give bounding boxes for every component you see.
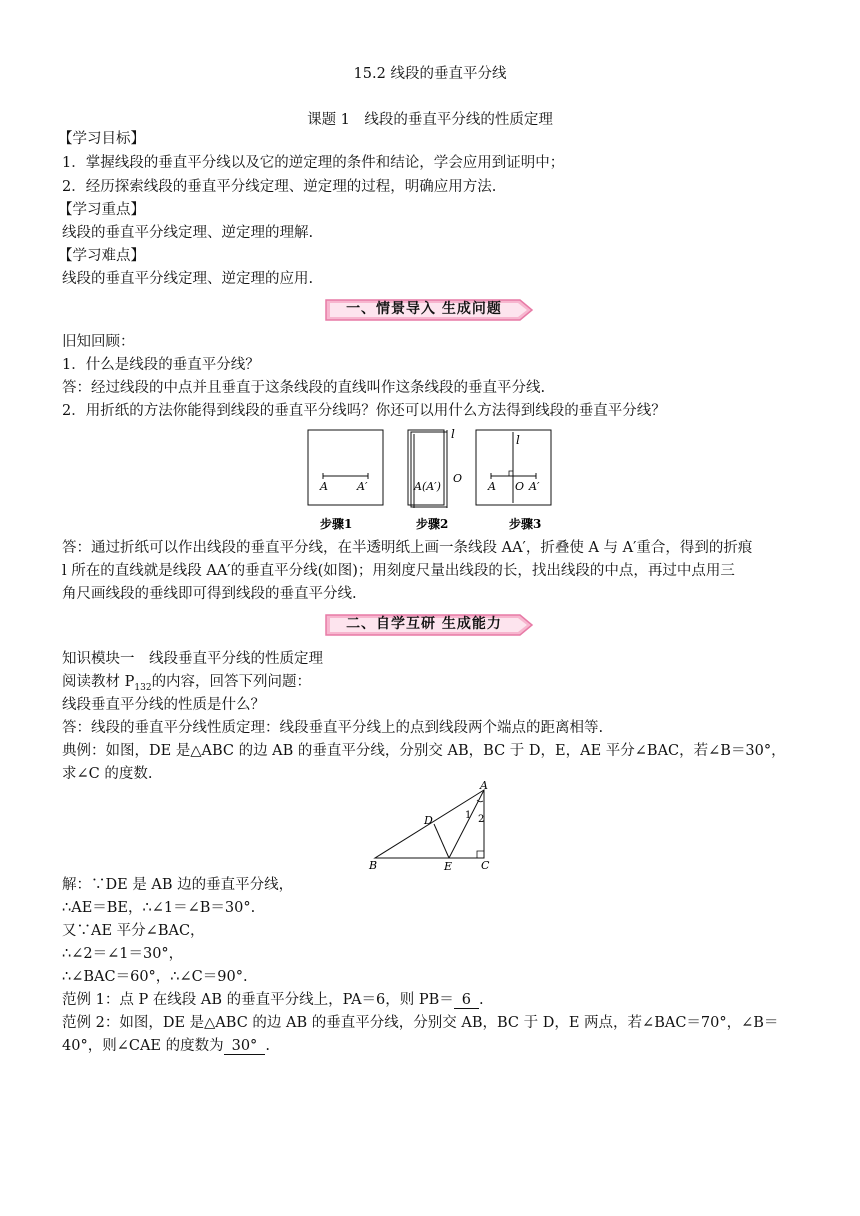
solution-line-5: ∴∠BAC＝60°，∴∠C＝90°. <box>62 969 248 985</box>
focus-text: 线段的垂直平分线定理、逆定理的理解. <box>62 225 314 241</box>
solution-line-1: 解：∵DE 是 AB 边的垂直平分线， <box>62 877 294 893</box>
label-Aprime-step3: A′ <box>529 480 540 493</box>
step-3-label: 步骤3 <box>509 517 542 531</box>
triangle-figure <box>364 780 504 874</box>
label-O-step2: O <box>453 472 463 485</box>
goal-1: 1．掌握线段的垂直平分线以及它的逆定理的条件和结论，学会应用到证明中； <box>62 155 565 171</box>
step-1-label: 步骤1 <box>320 517 353 531</box>
answer-1: 答：经过线段的中点并且垂直于这条线段的直线叫作这条线段的垂直平分线. <box>62 380 546 396</box>
answer-3: 答：线段的垂直平分线性质定理：线段垂直平分线上的点到线段两个端点的距离相等. <box>62 720 604 736</box>
banner-2-text: 二、自学互研 生成能力 <box>346 616 502 632</box>
review-header: 旧知回顾： <box>62 334 135 350</box>
label-O-step3: O <box>515 480 525 493</box>
answer-2-line-2: l 所在的直线就是线段 AA′的垂直平分线(如图)；用刻度尺量出线段的长，找出线段的中点，再过中点用三 <box>62 563 735 579</box>
knowledge-module-1: 知识模块一 线段垂直平分线的性质定理 <box>62 651 323 667</box>
answer-2-line-1: 答：通过折纸可以作出线段的垂直平分线，在半透明纸上画一条线段 AA′，折叠使 A 与 A′重合，得到的折痕 <box>62 540 753 556</box>
focus-header: 【学习重点】 <box>58 202 145 218</box>
solution-line-2: ∴AE＝BE，∴∠1＝∠B＝30°. <box>62 900 256 916</box>
fan-example-1: 范例 1：点 P 在线段 AB 的垂直平分线上，PA＝6，则 PB＝ 6 . <box>62 992 484 1008</box>
lesson-subtitle: 课题 1 线段的垂直平分线的性质定理 <box>307 112 553 128</box>
angle-1-label: 1 <box>465 810 472 821</box>
question-1: 1．什么是线段的垂直平分线？ <box>62 357 260 373</box>
goal-2: 2．经历探索线段的垂直平分线定理、逆定理的过程，明确应用方法. <box>62 179 497 195</box>
folding-steps-figure <box>300 424 560 536</box>
goals-header: 【学习目标】 <box>58 131 145 147</box>
reading-instruction: 阅读教材 $P_{132}$的内容，回答下列问题： <box>62 674 312 693</box>
question-3: 线段垂直平分线的性质是什么？ <box>62 697 265 713</box>
label-C: C <box>481 859 490 872</box>
answer-2-line-3: 角尺画线段的垂线即可得到线段的垂直平分线. <box>62 586 357 602</box>
section-banner-1 <box>324 298 536 320</box>
section-banner-2 <box>324 613 536 635</box>
solution-line-4: ∴∠2＝∠1＝30°， <box>62 946 184 962</box>
fan-example-2-line-1: 范例 2：如图，DE 是△ABC 的边 AB 的垂直平分线，分别交 AB，BC 于 D，E 两点，若∠BAC＝70°，∠B＝ <box>62 1015 779 1031</box>
angle-2-label: 2 <box>478 814 485 825</box>
label-A-step1: A <box>320 480 328 493</box>
label-E: E <box>444 860 453 873</box>
label-AAprime-step2: A(A′) <box>414 480 441 493</box>
step-2-label: 步骤2 <box>416 517 449 531</box>
question-2: 2．用折纸的方法你能得到线段的垂直平分线吗？你还可以用什么方法得到线段的垂直平分线？ <box>62 403 666 419</box>
fan-example-2-line-2: 40°，则∠CAE 的度数为 30° . <box>62 1038 270 1054</box>
label-B: B <box>369 859 378 872</box>
fan-example-2-answer: 30° <box>224 1038 266 1055</box>
label-D: D <box>424 814 433 827</box>
label-l-step3: l <box>516 433 520 447</box>
difficulty-text: 线段的垂直平分线定理、逆定理的应用. <box>62 271 314 287</box>
label-Aprime-step1: A′ <box>357 480 368 493</box>
label-l-step2: l <box>451 427 455 441</box>
example-line-2: 求∠C 的度数. <box>62 766 153 782</box>
label-A-step3: A <box>488 480 496 493</box>
solution-line-3: 又∵AE 平分∠BAC， <box>62 923 205 939</box>
difficulty-header: 【学习难点】 <box>58 248 145 264</box>
banner-1-text: 一、情景导入 生成问题 <box>346 301 502 317</box>
page-title: 15.2 线段的垂直平分线 <box>353 66 507 82</box>
fan-example-1-answer: 6 <box>454 992 479 1009</box>
example-line-1: 典例：如图，DE 是△ABC 的边 AB 的垂直平分线，分别交 AB，BC 于 D，E，AE 平分∠BAC，若∠B＝30°， <box>62 743 786 759</box>
label-A: A <box>480 780 488 792</box>
